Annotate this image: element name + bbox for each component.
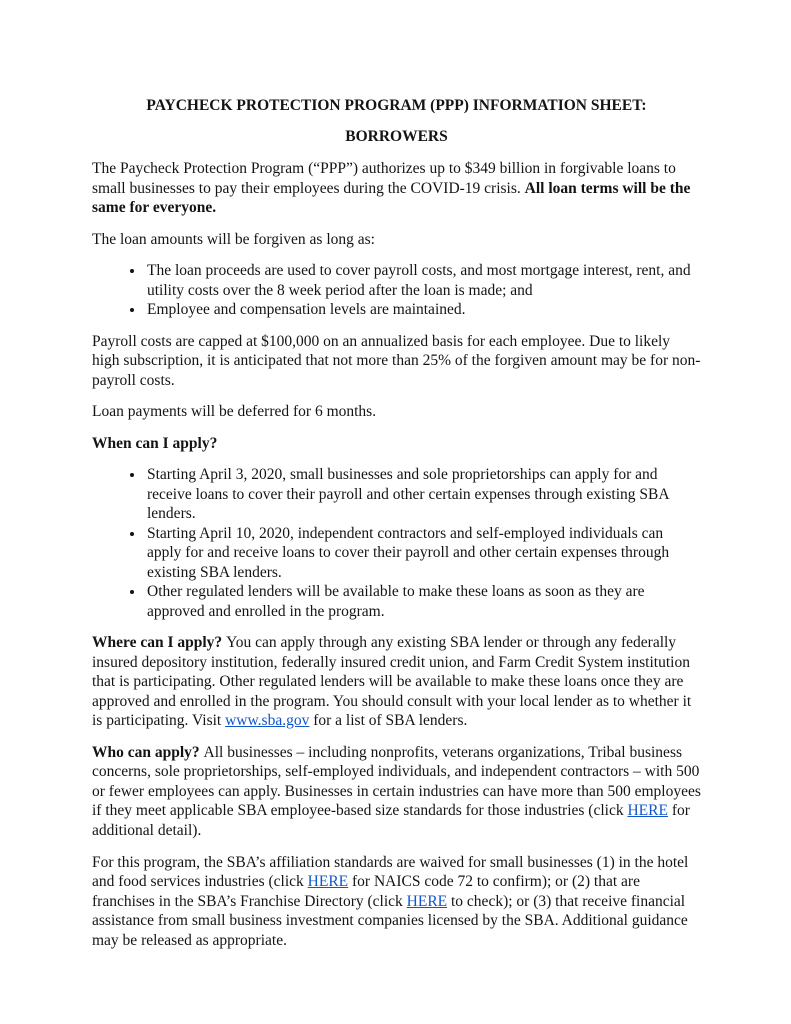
text-run: The loan amounts will be forgiven as long as: xyxy=(92,230,375,248)
bold-text: All loan terms will be the same for everyone. xyxy=(92,179,691,217)
text-run: Other regulated lenders will be available to make these loans as soon as they are approved and enrolled in the program. xyxy=(147,583,645,620)
document-title: PAYCHECK PROTECTION PROGRAM (PPP) INFORMATION SHEET: xyxy=(146,97,647,114)
text-run: to check); or (3) that receive financial assistance from small business investment companies licensed by the SBA. Additional guidance may be released as appropriate. xyxy=(92,892,688,949)
where-apply-paragraph xyxy=(92,633,701,731)
text-run: The Paycheck Protection Program (“PPP”) authorizes up to $349 billion in forgivable loans to small businesses to pay their employees during the COVID-19 crisis. xyxy=(92,160,676,197)
bold-text: When can I apply? xyxy=(92,434,218,452)
document-body xyxy=(92,159,701,950)
forgiveness-conditions-list xyxy=(92,261,701,320)
link-size-standards-here[interactable]: HERE xyxy=(627,802,668,820)
forgiveness-intro-paragraph xyxy=(92,230,701,250)
text-run: Employee and compensation levels are maintained. xyxy=(147,301,466,319)
bullet-item xyxy=(145,524,701,583)
when-apply-heading xyxy=(92,434,701,454)
bold-text: Who can apply? xyxy=(92,743,204,761)
text-run: For this program, the SBA’s affiliation standards are waived for small businesses (1) in the hotel and food services industries (click xyxy=(92,853,689,891)
text-run: All businesses – including nonprofits, veterans organizations, Tribal business concerns, sole proprietorships, self-employed individuals, and independent contractors – with 500 or fewer employees can apply. Businesses in certain industries can have more than 500 employees if they meet applicable SBA employee-based size standards for those industries (click xyxy=(92,743,701,820)
text-run: You can apply through any existing SBA lender or through any federally insured depository institution, federally insured credit union, and Farm Credit System institution that is participating. Other regulated lenders will be available to make these loans once they are approved and enrolled in the program. You should consult with your local lender as to whether it is participating. Visit xyxy=(92,634,692,730)
text-run: for a list of SBA lenders. xyxy=(309,712,468,730)
affiliation-paragraph xyxy=(92,853,701,951)
payroll-cap-paragraph xyxy=(92,332,701,391)
document-subtitle: BORROWERS xyxy=(345,127,448,145)
bullet-item xyxy=(145,465,701,524)
bullet-item xyxy=(145,300,701,320)
text-run: Starting April 3, 2020, small businesses and sole proprietorships can apply for and receive loans to cover their payroll and other certain expenses through existing SBA lenders. xyxy=(147,466,669,523)
apply-dates-list xyxy=(92,465,701,621)
text-run: Payroll costs are capped at $100,000 on an annualized basis for each employee. Due to likely high subscription, it is anticipated that not more than 25% of the forgiven amount may be for non-payroll costs. xyxy=(92,332,701,389)
link-sba-gov[interactable]: www.sba.gov xyxy=(225,712,310,730)
bullet-item xyxy=(145,261,701,300)
link-franchise-directory-here[interactable]: HERE xyxy=(406,892,448,910)
deferral-paragraph xyxy=(92,402,701,422)
who-apply-paragraph xyxy=(92,743,701,841)
text-run: Loan payments will be deferred for 6 months. xyxy=(92,403,377,421)
link-naics-code-here[interactable]: HERE xyxy=(307,873,349,891)
bold-text: Where can I apply? xyxy=(92,634,227,652)
text-run: The loan proceeds are used to cover payroll costs, and most mortgage interest, rent, and utility costs over the 8 week period after the loan is made; and xyxy=(147,262,691,299)
bullet-item xyxy=(145,582,701,621)
text-run: Starting April 10, 2020, independent contractors and self-employed individuals can apply for and receive loans to cover their payroll and other certain expenses through existing SBA lenders. xyxy=(147,524,670,581)
intro-paragraph xyxy=(92,159,701,218)
text-run: for additional detail). xyxy=(92,802,690,839)
text-run: for NAICS code 72 to confirm); or (2) that are franchises in the SBA’s Franchise Directory (click xyxy=(92,873,640,910)
